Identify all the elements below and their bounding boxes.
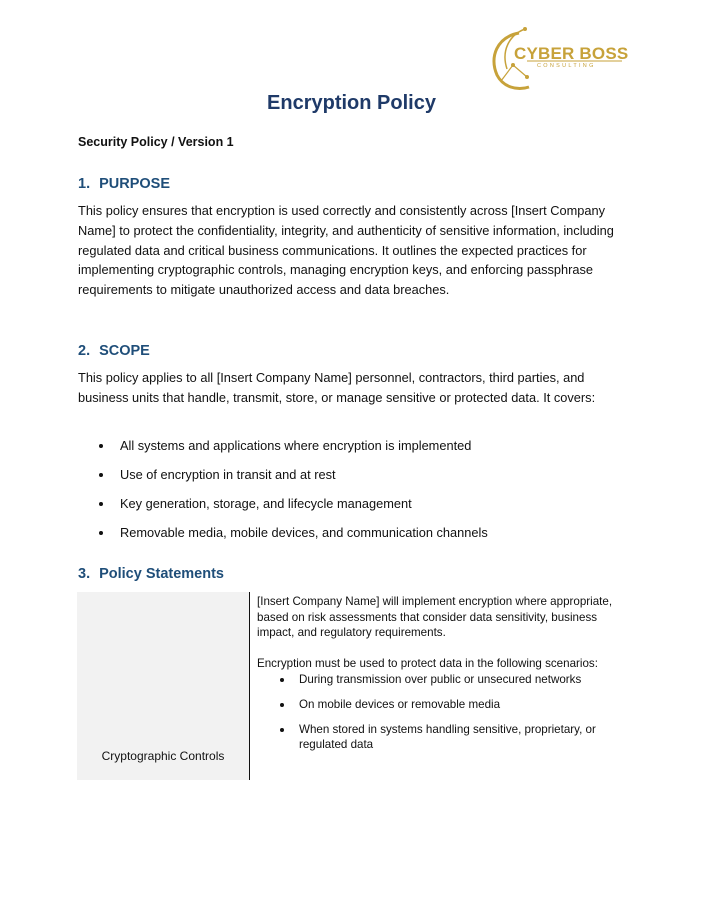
scope-paragraph: This policy applies to all [Insert Company Name] personnel, contractors, third parties, and business units that handle, transmit, store, or manage sensitive or protected data. It covers:	[78, 370, 596, 405]
section-heading-purpose	[78, 176, 170, 192]
list-item: During transmission over public or unsecured networks	[257, 672, 629, 688]
table-label-cell	[77, 592, 250, 780]
table-bullet-list	[257, 672, 629, 753]
policy-statements-table	[77, 592, 629, 780]
section-heading-scope	[78, 343, 150, 359]
scope-bullet-list	[78, 436, 638, 552]
list-item: Key generation, storage, and lifecycle management	[78, 494, 638, 523]
table-label: Cryptographic Controls	[101, 749, 225, 763]
section-title: PURPOSE	[99, 176, 171, 192]
table-intro-text: [Insert Company Name] will implement encryption where appropriate, based on risk assessments that consider data sensitivity, business impact, and regulatory requirements.	[257, 595, 613, 639]
document-subtitle: Security Policy / Version 1	[78, 135, 234, 149]
section-title: SCOPE	[99, 343, 150, 359]
section-number: 3.	[78, 566, 91, 582]
list-item: Removable media, mobile devices, and communication channels	[78, 523, 638, 552]
list-item: When stored in systems handling sensitive, proprietary, or regulated data	[257, 722, 629, 753]
purpose-paragraph: This policy ensures that encryption is used correctly and consistently across [Insert Company Name] to protect the confidentiality, integrity, and authenticity of sensitive information, including regulated data and critical business communications. It outlines the expected practices for implementing cryptographic controls, managing encryption keys, and enforcing passphrase requirements to mitigate unauthorized access and data breaches.	[78, 203, 614, 298]
section-title: Policy Statements	[99, 566, 225, 582]
section-number: 2.	[78, 343, 91, 359]
table-lead-text: Encryption must be used to protect data in the following scenarios:	[257, 657, 598, 670]
document-title: Encryption Policy	[267, 92, 436, 114]
section-number: 1.	[78, 176, 91, 192]
list-item: On mobile devices or removable media	[257, 697, 629, 713]
list-item: All systems and applications where encryption is implemented	[78, 436, 638, 465]
logo-wordmark: CYBER BOSS	[514, 44, 629, 63]
table-content-cell	[257, 594, 629, 753]
list-item: Use of encryption in transit and at rest	[78, 465, 638, 494]
section-heading-policy-statements	[78, 566, 224, 582]
logo-tagline: CONSULTING	[537, 63, 596, 69]
